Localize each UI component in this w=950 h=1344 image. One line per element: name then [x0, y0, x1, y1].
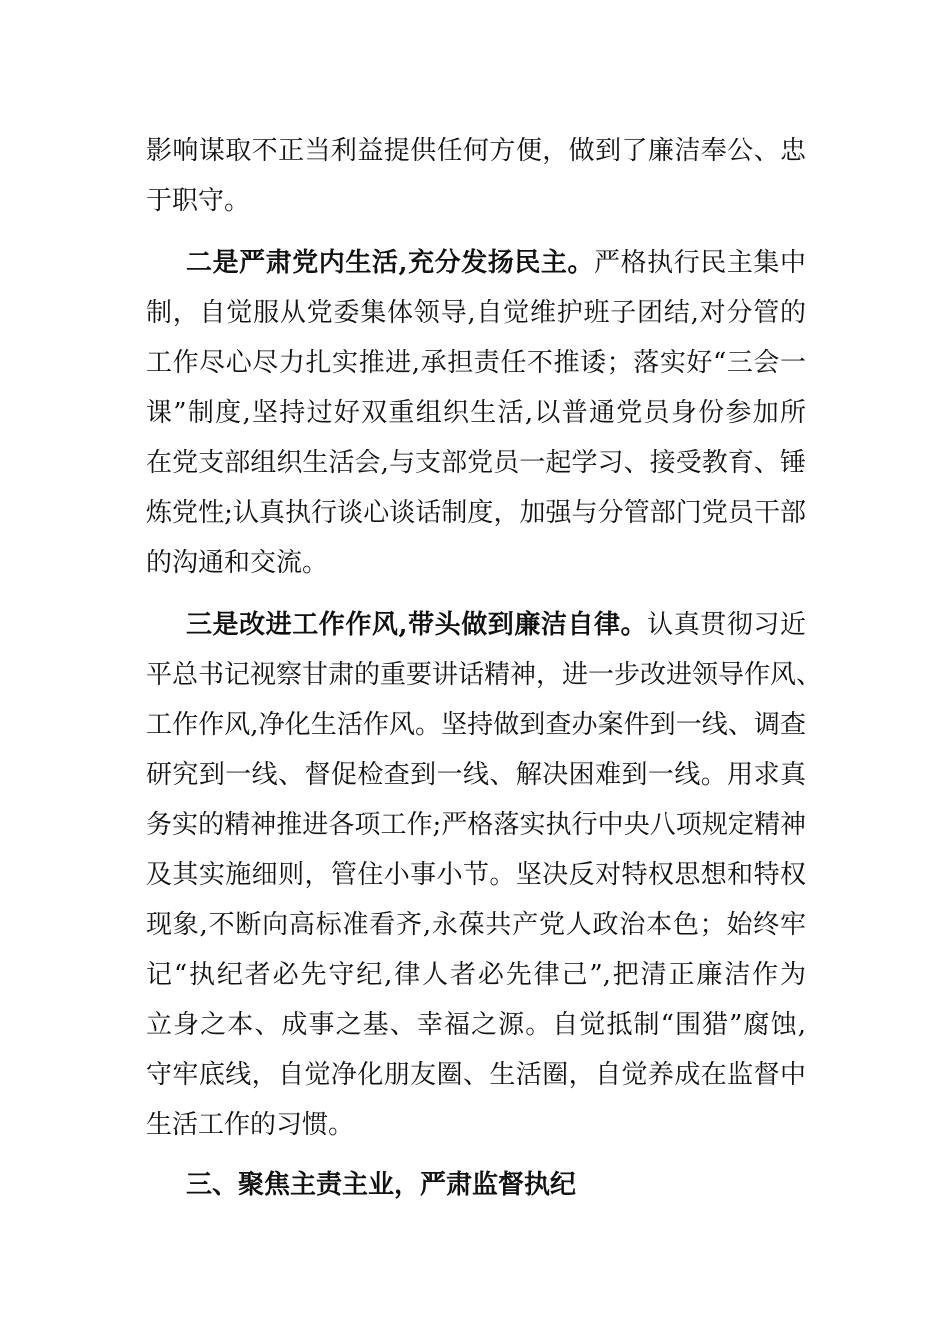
section-heading: 三、聚焦主责主业，严肃监督执纪 [186, 1170, 577, 1200]
para3-line-2: 平总书记视察甘肃的重要讲话精神，进一步改进领导作风、 [146, 660, 823, 690]
para2-line-6: 炼党性;认真执行谈心谈话制度，加强与分管部门党员干部 [146, 498, 806, 528]
para2-line-2: 制，自觉服从党委集体领导,自觉维护班子团结,对分管的 [146, 298, 806, 328]
para2-line-1-rest: 严格执行民主集中 [594, 248, 806, 278]
para1-line-1: 影响谋取不正当利益提供任何方便，做到了廉洁奉公、忠 [146, 136, 806, 166]
para3-line-1 [186, 605, 806, 645]
para3-line-8: 记“执纪者必先守纪,律人者必先律己”,把清正廉洁作为 [146, 960, 806, 990]
para3-line-6: 及其实施细则，管住小事小节。坚决反对特权思想和特权 [146, 860, 806, 890]
para2-line-3: 工作尽心尽力扎实推进,承担责任不推诿；落实好“三会一 [146, 348, 806, 378]
para3-line-9: 立身之本、成事之基、幸福之源。自觉抵制“围猎”腐蚀, [146, 1010, 806, 1040]
para3-line-11: 生活工作的习惯。 [146, 1110, 355, 1140]
para3-line-7: 现象,不断向高标准看齐,永葆共产党人政治本色；始终牢 [146, 910, 806, 940]
para2-line-1 [186, 243, 806, 283]
para2-line-5: 在党支部组织生活会,与支部党员一起学习、接受教育、锤 [146, 448, 806, 478]
para2-bold-lead: 二是严肃党内生活,充分发扬民主。 [186, 248, 595, 278]
para2-line-4: 课”制度,坚持过好双重组织生活,以普通党员身份参加所 [146, 398, 806, 428]
para2-line-7: 的沟通和交流。 [146, 548, 329, 578]
para1-line-2: 于职守。 [146, 186, 251, 216]
para3-line-1-rest: 认真贯彻习近 [647, 610, 806, 640]
para3-bold-lead: 三是改进工作作风,带头做到廉洁自律。 [186, 610, 648, 640]
para3-line-3: 工作作风,净化生活作风。坚持做到查办案件到一线、调查 [146, 710, 806, 740]
para3-line-4: 研究到一线、督促检查到一线、解决困难到一线。用求真 [146, 760, 806, 790]
para3-line-10: 守牢底线，自觉净化朋友圈、生活圈，自觉养成在监督中 [146, 1060, 806, 1090]
para3-line-5: 务实的精神推进各项工作;严格落实执行中央八项规定精神 [146, 810, 806, 840]
